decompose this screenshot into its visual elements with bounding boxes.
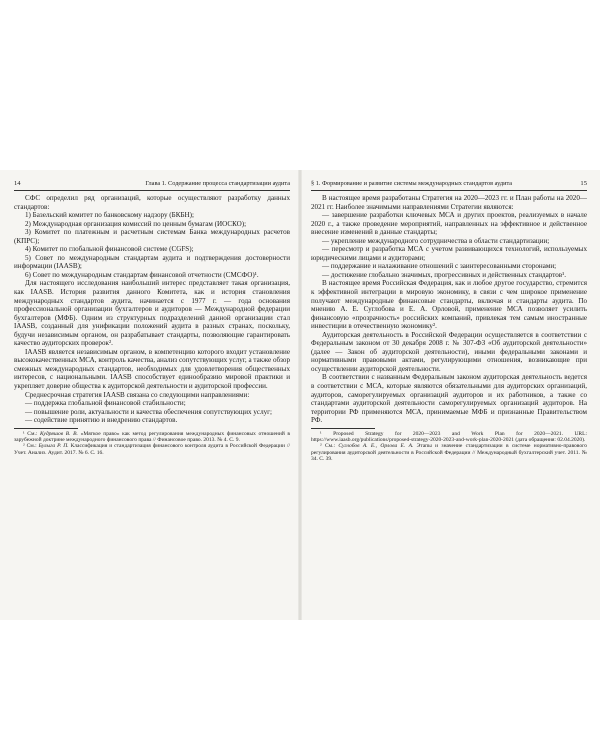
body-paragraph: Аудиторская деятельность в Российской Федерации осуществляется в соответствии с Федеральным законом от 30 декабря 2008 г. № 307-ФЗ «Об аудиторской деятельности» (далее — Закон об аудиторской деятельности), иными федеральными законами и нормативными правовыми актами, регулирующими отношения, возникающие при осуществлении аудиторской деятельности. (311, 330, 587, 373)
footnote-prefix: ² См.: (320, 443, 339, 450)
list-item: — завершение разработки ключевых МСА и других проектов, реализуемых в начале 2020 г., а также проведение мероприятий, направленных на эффективное и действенное внесение изменений в данные стандарты; (311, 211, 587, 237)
footnote (311, 443, 587, 462)
list-item: — поддержание и налаживание отношений с заинтересованными сторонами; (322, 262, 557, 271)
list-item: 6) Совет по международным стандартам финансовой отчетности (СМСФО)¹. (25, 270, 259, 279)
footnote-author: Суглобов А. Е., Орлова Е. А. (338, 443, 414, 450)
footnote (311, 431, 587, 444)
footnote-text: Этапы и значение стандартизации в системе нормативно-правового регулирования аудиторской деятельности в Российской Федерации // Международный бухгалтерский учет. 2011. № 34. С. 39. (311, 443, 587, 462)
footnote-prefix: ² См.: (23, 443, 39, 450)
body-paragraph: Среднесрочная стратегия IAASB связана со следующими направлениями: (25, 390, 250, 399)
list-item: — пересмотр и разработка МСА с учетом развивающихся технологий, используемых юридическими лицами и аудиторами; (311, 245, 587, 262)
list-item: — содействие принятию и внедрению стандартов. (25, 416, 178, 425)
list-item: — поддержка глобальной финансовой стабильности; (25, 399, 186, 408)
footnote-separator (14, 428, 78, 429)
left-page-number: 14 (14, 180, 21, 187)
footnote-prefix: ¹ См.: (23, 430, 40, 437)
right-running-title: § 1. Формирование и развитие системы международных стандартов аудита (311, 180, 513, 187)
right-page-number: 15 (580, 180, 587, 187)
footnote-separator (311, 428, 375, 429)
footnote-author: Булыга Р. П. (38, 443, 69, 450)
list-item: — повышение роли, актуальности и качества обеспечения сопутствующих услуг; (25, 407, 273, 416)
body-paragraph: В соответствии с названным Федеральным законом аудиторская деятельность ведется в соответствии с МСА, которые являются обязательными для аудиторских организаций, аудиторов, саморегулируемых организаций аудиторов и их работников, а также со стандартами аудиторской деятельности саморегулируемых организаций аудиторов. На территории РФ применяются МСА, принимаемые МФБ и признанные Правительством РФ. (311, 373, 587, 425)
book-gutter (298, 170, 302, 620)
list-item: 4) Комитет по глобальной финансовой системе (CGFS); (25, 245, 194, 254)
left-page-header (14, 180, 290, 191)
list-item: 2) Международная организация комиссий по ценным бумагам (ИОСКО); (25, 219, 247, 228)
list-item: 3) Комитет по платежным и расчетным системам Банка международных расчетов (КПРС); (14, 228, 290, 245)
left-running-title: Глава 1. Содержание процесса стандартизации аудита (145, 180, 290, 187)
body-paragraph: В настоящее время разработаны Стратегия на 2020—2023 гг. и План работы на 2020—2021 гг. Наиболее значимыми направлениями Стратегии являются: (311, 194, 587, 211)
footnote-text: ¹ Proposed Strategy for 2020—2023 and Work Plan for 2020—2021. URL: https://www.iaasb.org/publications/proposed-strategy-2020-2023-and-work-plan-2020-2021 (дата обращения: 02.04.2020). (311, 430, 587, 444)
right-page (311, 180, 587, 610)
list-item: 1) Базельский комитет по банковскому надзору (БКБН); (25, 211, 194, 220)
footnote-text: Классификация и стандартизация финансового контроля аудита в Российской Федерации // Учет. Анализ. Аудит. 2017. № 6. С. 16. (14, 443, 290, 456)
footnote (14, 443, 290, 456)
left-page (14, 180, 290, 610)
body-paragraph: IAASB является независимым органом, в компетенцию которого входит установление высококачественных МСА, контроль качества, анализ сопутствующих услуг, а также обзор смежных международных стандартов, необходимых для удовлетворения общественных интересов, с национальными. IAASB способствует единообразию мировой практики и укрепляет доверие общества к аудиторской деятельности и аудиторской профессии. (14, 347, 290, 391)
footnote (14, 431, 290, 444)
book-spread (0, 170, 600, 620)
footnote-author: Кудряшов В. В. (40, 430, 78, 437)
body-paragraph: СФС определил ряд организаций, которые осуществляют разработку данных стандартов: (14, 194, 290, 211)
list-item: 5) Совет по международным стандартам аудита и подтверждения достоверности информации (IAASB); (14, 253, 290, 271)
body-paragraph: В настоящее время Российская Федерация, как и любое другое государство, стремится к эффективной интеграции в мировую экономику, в связи с чем широкое применение получают международные финансовые стандарты, включая и стандарты аудита. По мнению А. Е. Суглобова и Е. А. Орловой, применение МСА позволяет усилить финансовую «прозрачность» российских компаний, привлекая тем самым иностранные инвестиции в отечественную экономику². (311, 279, 587, 331)
list-item: — укрепление международного сотрудничества в области стандартизации; (322, 236, 550, 245)
right-page-header (311, 180, 587, 191)
body-paragraph: Для настоящего исследования наибольший интерес представляет такая организация, как IAASB. История развития данного Комитета, как и история становления международных стандартов аудита, начинается с 1977 г. — года основания профессиональной организации бухгалтеров и аудиторов — Международной федерации бухгалтеров (МФБ). Одним из структурных подразделений данной организации стал IAASB, созданный для унификации положений аудита в разных странах, поскольку, будучи независимым органом, он разрабатывает стандарты, позволяющие гарантировать качество аудиторских проверок². (14, 279, 290, 348)
list-item: — достижение глобально значимых, прогрессивных и действенных стандартов¹. (322, 270, 567, 279)
footnote-text: «Мягкое право» как метод регулирования международных финансовых отношений в зарубежной доктрине международного финансового права // Финансовое право. 2013. № 4. С. 9. (14, 430, 290, 444)
